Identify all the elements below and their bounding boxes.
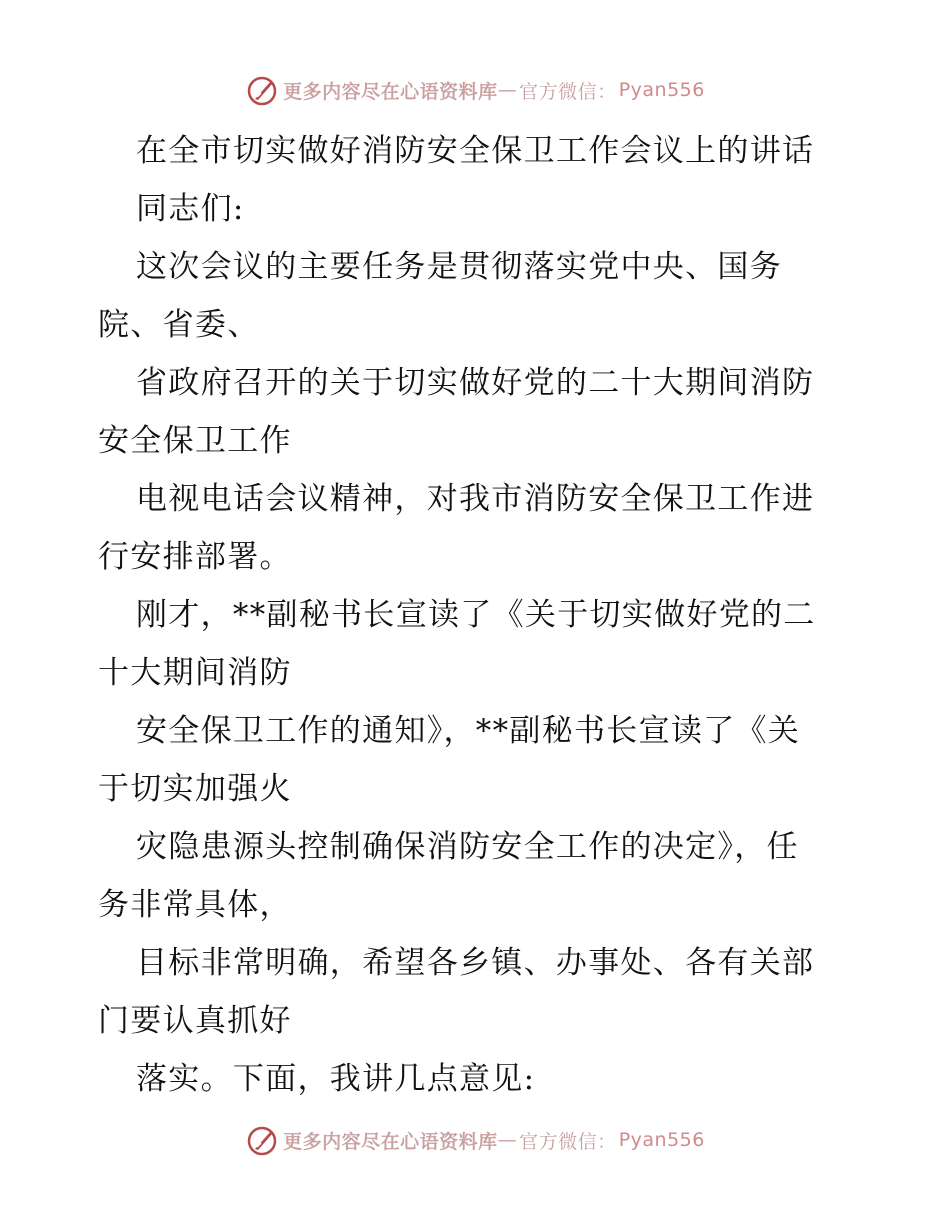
- header-watermark: [0, 70, 950, 110]
- quill-seal-icon: [245, 1123, 279, 1157]
- text-line: 电视电话会议精神，对我市消防安全保卫工作进: [136, 481, 815, 517]
- text-line: 门要认真抓好: [98, 1003, 292, 1039]
- text-line: 十大期间消防: [98, 655, 292, 691]
- text-line: 安全保卫工作: [98, 423, 292, 459]
- watermark-wechat-id: Pyan556: [618, 1129, 705, 1151]
- watermark-separator: —: [497, 79, 518, 101]
- text-line: 这次会议的主要任务是贯彻落实党中央、国务: [136, 249, 782, 285]
- quill-seal-icon: [245, 73, 279, 107]
- footer-watermark: [0, 1120, 950, 1160]
- text-line: 目标非常明确，希望各乡镇、办事处、各有关部: [136, 945, 815, 981]
- text-line: 在全市切实做好消防安全保卫工作会议上的讲话: [136, 133, 815, 169]
- watermark-main-text: 更多内容尽在心语资料库: [283, 1130, 498, 1153]
- watermark-wechat-label: 官方微信：: [519, 80, 617, 103]
- watermark-separator: —: [497, 1129, 518, 1151]
- watermark-wechat-label: 官方微信：: [519, 1130, 617, 1153]
- text-line: 刚才，**副秘书长宣读了《关于切实做好党的二: [136, 597, 816, 633]
- text-line: 院、省委、: [98, 307, 260, 343]
- text-line: 落实。下面，我讲几点意见:: [136, 1061, 536, 1097]
- text-line: 于切实加强火: [98, 771, 292, 807]
- text-line: 同志们:: [136, 191, 245, 227]
- text-line: 行安排部署。: [98, 539, 292, 575]
- watermark-main-text: 更多内容尽在心语资料库: [283, 80, 498, 103]
- text-line: 安全保卫工作的通知》，**副秘书长宣读了《关: [136, 713, 801, 749]
- text-line: 省政府召开的关于切实做好党的二十大期间消防: [136, 365, 815, 401]
- watermark-wechat-id: Pyan556: [618, 79, 705, 101]
- document-body: [98, 122, 858, 1108]
- text-line: 务非常具体，: [98, 887, 292, 923]
- text-line: 灾隐患源头控制确保消防安全工作的决定》，任: [136, 829, 799, 865]
